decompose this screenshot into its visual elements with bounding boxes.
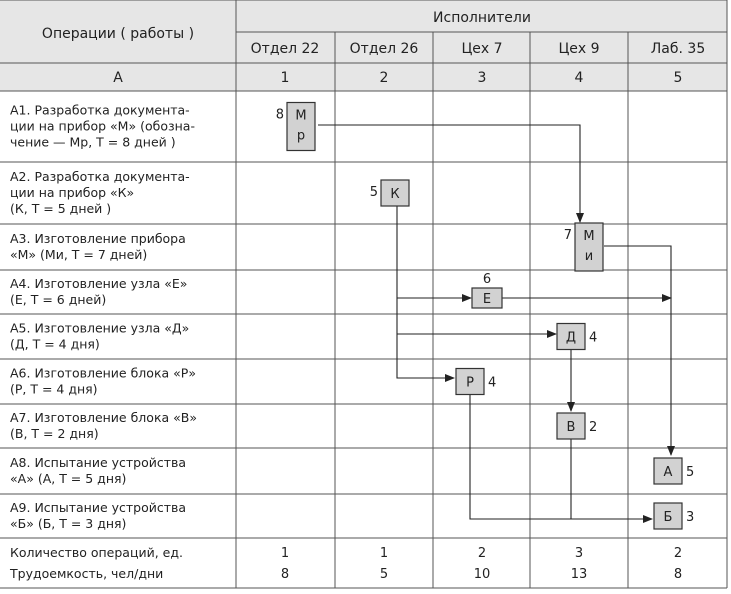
operation-a2-line-3: (К, Т = 5 дней ): [10, 201, 112, 216]
operation-a6-line-2: (Р, Т = 4 дня): [10, 381, 98, 397]
task-box-k: [370, 180, 409, 206]
task-box-b-label-1: Б: [663, 510, 673, 525]
operation-a2-line-2: ции на прибор «К»: [10, 185, 135, 200]
summary-count-col-3: 2: [477, 546, 487, 561]
task-box-a-label-1: А: [663, 465, 673, 480]
task-boxes: [276, 103, 695, 530]
task-box-mi-label-1: М: [583, 229, 595, 244]
summary-effort-col-2: 5: [379, 567, 389, 582]
task-duration-a: 5: [686, 465, 695, 480]
column-number-5: 5: [673, 70, 683, 86]
task-box-mp-label-1: М: [295, 108, 307, 124]
operation-a1-line-1: А1. Разработка документа-: [10, 102, 190, 118]
summary-count-col-1: 1: [280, 546, 290, 561]
column-number-2: 2: [379, 70, 389, 86]
operation-a3-line-2: «М» (Ми, Т = 7 дней): [10, 247, 148, 262]
task-box-k-label-1: К: [390, 187, 400, 202]
performers-title: Исполнители: [433, 10, 531, 26]
task-box-mp: [276, 103, 315, 151]
summary-count-col-4: 3: [574, 546, 584, 561]
task-box-e: [472, 272, 502, 308]
column-number-1: 1: [280, 70, 290, 86]
summary-count-label: Количество операций, ед.: [10, 545, 183, 560]
summary-effort-col-5: 8: [673, 567, 683, 582]
task-duration-e: 6: [482, 272, 492, 287]
task-duration-p: 4: [488, 375, 497, 391]
task-box-e-label-1: Е: [482, 292, 492, 307]
performer-dept-22: Отдел 22: [250, 41, 320, 57]
summary-effort-label: Трудоемкость, чел/дни: [10, 566, 164, 581]
operation-a9-line-1: А9. Испытание устройства: [10, 500, 187, 515]
task-box-mp-label-2: р: [296, 128, 306, 144]
performer-lab-35: Лаб. 35: [650, 41, 706, 57]
operation-a4-line-1: А4. Изготовление узла «Е»: [10, 276, 188, 291]
column-number-4: 4: [574, 70, 584, 86]
task-duration-d: 4: [589, 330, 598, 346]
arrow-mi-to-a: [604, 246, 671, 455]
task-box-a: [654, 458, 694, 484]
task-duration-mp: 8: [275, 107, 284, 123]
operation-a1-line-2: ции на прибор «М» (обозна-: [10, 118, 195, 134]
summary-effort-col-4: 13: [570, 567, 588, 582]
arrow-p-to-b: [470, 391, 652, 519]
summary-effort-col-3: 10: [473, 567, 491, 582]
operation-a1-line-3: чение — Мр, Т = 8 дней ): [10, 134, 176, 150]
operation-a2-line-1: А2. Разработка документа-: [10, 169, 190, 184]
operation-a5-line-1: А5. Изготовление узла «Д»: [10, 320, 190, 336]
task-box-v-label-1: В: [566, 420, 576, 435]
performer-shop-7: Цех 7: [461, 41, 503, 57]
task-box-p: [456, 369, 496, 395]
operation-a4-line-2: (Е, Т = 6 дней): [10, 292, 107, 307]
operation-a6-line-1: А6. Изготовление блока «Р»: [10, 365, 196, 381]
arrow-mp-to-mi: [318, 125, 580, 222]
task-box-mi-label-2: и: [584, 249, 594, 264]
arrow-k-to-e-d-p: [397, 205, 454, 378]
performer-dept-26: Отдел 26: [349, 41, 419, 57]
summary-effort-col-1: 8: [280, 567, 290, 582]
column-number-3: 3: [477, 70, 487, 86]
operation-a9-line-2: «Б» (Б, Т = 3 дня): [10, 516, 127, 531]
performer-shop-9: Цех 9: [558, 41, 600, 57]
summary-count-col-2: 1: [379, 546, 389, 561]
summary-count-col-5: 2: [673, 546, 683, 561]
task-box-mi: [564, 223, 603, 271]
task-box-b: [654, 503, 694, 529]
task-box-d-label-1: Д: [565, 330, 577, 346]
operation-a7-line-2: (В, Т = 2 дня): [10, 426, 99, 441]
task-duration-b: 3: [686, 510, 695, 525]
operation-a5-line-2: (Д, Т = 4 дня): [10, 336, 100, 352]
operation-a7-line-1: А7. Изготовление блока «В»: [10, 410, 197, 425]
summary-values: [281, 546, 682, 582]
operations-title: Операции ( работы ): [41, 26, 195, 42]
operations-column: [10, 103, 197, 532]
row-a-label: А: [113, 70, 123, 86]
task-duration-mi: 7: [563, 228, 572, 243]
task-box-v: [557, 413, 597, 439]
task-box-p-label-1: Р: [466, 375, 474, 391]
operation-a8-line-1: А8. Испытание устройства: [10, 455, 187, 470]
task-duration-v: 2: [589, 420, 598, 435]
operation-a3-line-1: А3. Изготовление прибора: [10, 231, 186, 246]
operation-a8-line-2: «А» (А, Т = 5 дня): [10, 471, 127, 486]
task-duration-k: 5: [369, 185, 378, 200]
task-box-d: [557, 324, 597, 350]
